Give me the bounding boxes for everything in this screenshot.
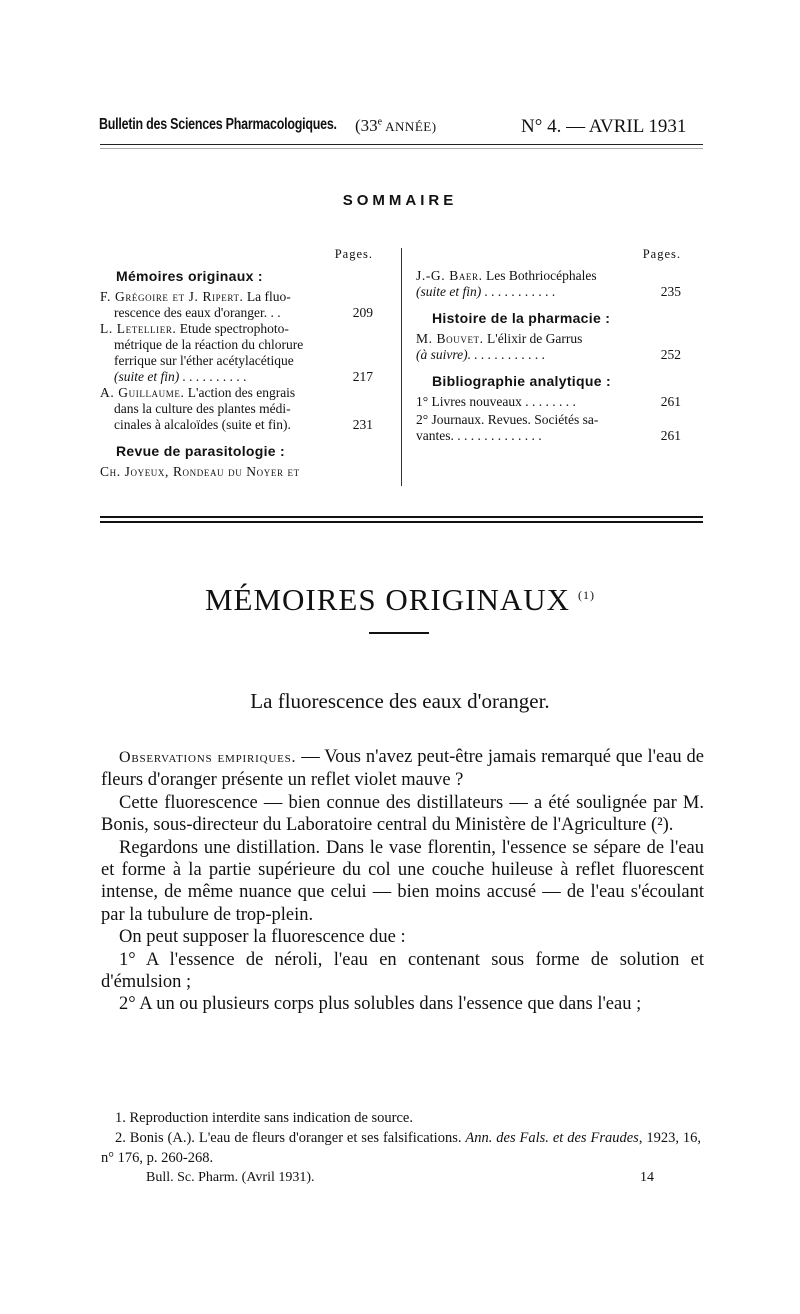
entry-title-line: (à suivre). . . . . . . . . . . . [416,347,546,362]
header-rule [100,144,703,145]
entry-author: L. Letellier. [100,321,177,336]
entry-title: 1° Livres nouveaux . . . . . . . . [416,394,576,409]
entry-title-line: métrique de la réaction du chlorure [114,337,304,352]
entry-title: La fluo- [243,289,291,304]
section-heading: Histoire de la pharmacie : [432,310,611,326]
paragraph: 1° A l'essence de néroli, l'eau en contenant sous forme de solution et d'émulsion ; [101,949,704,993]
entry-title: Les Bothriocéphales [482,268,597,283]
paragraph: 2° A un ou plusieurs corps plus solubles dans l'essence que dans l'eau ; [119,994,642,1015]
journal-year [355,116,437,136]
section-heading: Revue de parasitologie : [116,443,286,459]
entry-title-line: vantes. . . . . . . . . . . . . . [416,428,542,443]
year-label: ANNÉE) [382,119,437,134]
pages-label: Pages. [642,247,681,261]
summary-entry [416,331,681,363]
entry-author: A. Guillaume. [100,385,185,400]
summary-right-column [416,246,681,444]
entry-title-line: dans la culture des plantes médi- [114,401,291,416]
summary-entry [416,394,681,410]
page-footer-citation: Bull. Sc. Pharm. (Avril 1931). [146,1170,315,1185]
article-body [101,746,704,1016]
section-title-text: MÉMOIRES ORIGINAUX [204,582,571,617]
pages-label: Pages. [334,247,373,261]
footnote [101,1128,701,1168]
paragraph-text: — Vous n'avez peut-être jamais remarqué que l'eau de fleurs d'oranger présente un reflet violet mauve ? [101,747,704,791]
entry-page: 261 [660,394,681,409]
section-title [0,582,800,618]
article-title: La fluorescence des eaux d'oranger. [250,689,550,713]
entry-author: M. Bouvet. [416,331,484,346]
header-rule-faint [100,148,703,149]
entry-page: 209 [352,305,373,320]
section-heading: Mémoires originaux : [116,268,263,284]
footnotes [101,1108,701,1168]
title-rule [369,632,429,634]
entry-title: 2° Journaux. Revues. Sociétés sa- [416,412,599,427]
entry-title: L'élixir de Garrus [483,331,583,346]
year-suffix: e [377,116,383,128]
entry-title-line: ferrique sur l'éther acétylacétique [114,353,294,368]
summary-left-column [100,246,373,480]
year-number: (33 [355,116,378,135]
summary-entry [416,268,681,300]
footnote-marker: (1) [578,587,596,602]
entry-page: 231 [352,417,373,432]
footnote-text: 2. Bonis (A.). L'eau de fleurs d'oranger et ses falsifications. [115,1130,466,1146]
entry-title: L'action des engrais [184,385,296,400]
paragraph-lead: Observations empiriques. [119,749,297,766]
entry-title-line: cinales à alcaloïdes (suite et fin). [114,417,291,432]
summary-entry [100,464,373,480]
entry-title-line: (suite et fin) . . . . . . . . . . . [416,284,556,299]
page-number: 14 [640,1170,654,1185]
paragraph: Regardons une distillation. Dans le vase florentin, l'essence se sépare de l'eau et forme à la partie supérieure du col une couche huileuse à reflet fluorescent intense, de même nuance que celui — bien moins accusé — de l'eau s'écoulant par la tubulure de trop-plein. [101,837,704,925]
entry-title-line: rescence des eaux d'oranger. . . [114,305,281,320]
double-rule-top [100,516,703,518]
entry-author: J.-G. Baer. [416,268,483,283]
entry-title-line: (suite et fin) . . . . . . . . . . [114,369,247,384]
summary-entry [100,289,373,321]
paragraph: On peut supposer la fluorescence due : [119,927,406,948]
entry-page: 235 [660,284,681,299]
footnote-text: , 1923, 16, n° 176, p. 260-268. [101,1130,702,1166]
double-rule-bottom [100,521,703,523]
entry-page: 252 [660,347,681,362]
entry-author: F. Grégoire et J. Ripert. [100,289,244,304]
paragraph: Cette fluorescence — bien connue des distillateurs — a été soulignée par M. Bonis, sous-directeur du Laboratoire central du Ministère de l'Agriculture (²). [101,792,704,836]
footnote-journal: Ann. des Fals. et des Fraudes [465,1130,639,1146]
entry-page: 261 [660,428,681,443]
summary-title: SOMMAIRE [342,192,458,209]
summary-entry [100,385,373,433]
entry-page: 217 [352,369,373,384]
paragraph [101,746,704,792]
column-divider [401,248,402,486]
entry-title: Etude spectrophoto- [176,321,289,336]
issue-date: N° 4. — AVRIL 1931 [521,116,687,137]
summary-entry [100,321,373,385]
journal-title: Bulletin des Sciences Pharmacologiques. [99,116,337,133]
footnote: 1. Reproduction interdite sans indication de source. [115,1110,413,1126]
section-heading: Bibliographie analytique : [432,373,611,389]
entry-author: Ch. Joyeux, Rondeau du Noyer et [100,464,300,479]
summary-entry [416,412,681,444]
